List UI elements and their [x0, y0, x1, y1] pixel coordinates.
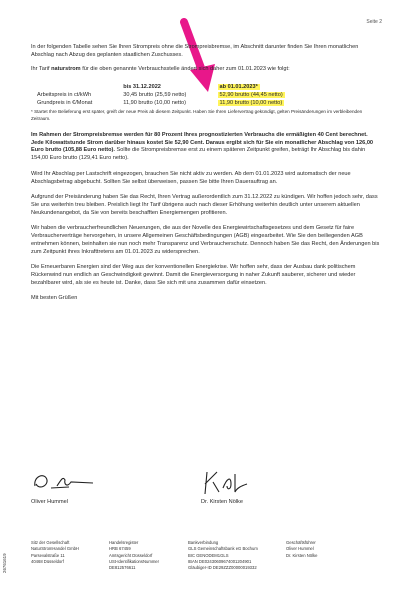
signature-hummel-icon: [31, 468, 101, 496]
table-row: [31, 92, 331, 100]
footer-line: IBAN DE02430609674001204901: [188, 558, 252, 564]
footer-line: 40468 Düsseldorf: [31, 558, 64, 564]
footer-col-bank: [188, 540, 258, 571]
price-table-header: [31, 84, 331, 92]
side-document-code: 26761619: [2, 553, 7, 573]
erneuerbare-paragraph: Die Erneuerbaren Energien sind der Weg aus der konventionellen Energiekrise. Wir hoffen sehr, dass der Ausbau dank politischem Rückenwind nun endlich an Geschwindigkeit gewinnt. Damit die Energieversorgung in naher Zukunft sauberer, sicherer und wieder bezahlbarer wird, als sie es heute ist. Danke, dass Sie sich mit uns zusammen dafür einsetzen.: [31, 264, 356, 286]
footer-line: HRB 67459: [109, 546, 131, 552]
bremse-bold-text: Im Rahmen der Strompreisbremse werden für 80 Prozent Ihres prognostizierten Verbrauchs die ermäßigten 40 Cent berechnet. Jede Kilowattstunde Strom darüber hinaus kostet Sie 52,90 Cent. Daraus ergibt sich für Sie ein monatlicher Abschlag von 126,00 Euro brutto (105,88 Euro netto).: [31, 131, 374, 154]
footer-line: Sitz der Gesellschaft: [31, 540, 70, 545]
footer-line: GLS Gemeinschaftsbank eG Bochum: [188, 546, 258, 552]
bremse-text: Sollte die Strompreisbremse erst zu einem späteren Zeitpunkt greifen, beträgt Ihr Abschlag bis dahin 154,00 Euro brutto (129,41 Euro netto).: [31, 147, 366, 162]
tarif-suffix: für die oben genannte Verbrauchsstelle ändert sich daher zum 01.01.2023 wie folgt:: [82, 66, 290, 73]
new-price: 11,90 brutto (10,00 netto): [219, 99, 283, 106]
footer-line: Parsevalstraße 11: [31, 552, 65, 558]
table-row: [31, 100, 331, 108]
footer-line: DE812576611: [109, 565, 136, 571]
header-old: bis 31.12.2022: [123, 84, 161, 91]
lastschrift-paragraph: Wird Ihr Abschlag per Lastschrift eingezogen, brauchen Sie nicht aktiv zu werden. Ab dem 01.01.2023 wird automatisch der neue Abschlagsbetrag abgebucht. Sollten Sie selbst überweisen, passen Sie bitte Ihren Dauerauftrag an.: [31, 170, 351, 185]
footer-line: Amtsgericht Düsseldorf: [109, 552, 153, 558]
footer-col-seat: [31, 540, 79, 565]
agb-paragraph: Wir haben die verbraucherfreundlichen Neuerungen, die aus der Novelle des Energiewirtschaftsgesetzes und dem Gesetz für faire Verbraucherverträge hervorgehen, in unsere Allgemeinen Geschäftsbedingungen (AGB) eingearbeitet. Wie Sie den beiliegenden AGB entnehmen können, beinhalten sie nun noch mehr Transparenz und Verbraucherschutz. Dennoch haben Sie das Recht, den Änderungen bis zum Zeitpunkt ihres Inkrafttretens am 01.01.2023 zu widersprechen.: [31, 225, 380, 255]
row-label: Grundpreis in €/Monat: [37, 99, 93, 106]
footer-line: BIC GENODEM1GLS: [188, 552, 229, 558]
footnote: * Startet Ihre Belieferung erst später, greift der neue Preis ab diesem Zeitpunkt. Haben Sie Ihren Liefervertrag gekündigt, gelten Preisänderungen im verbleibenden Zeitraum.: [31, 109, 363, 121]
price-table: [31, 84, 331, 107]
signer-name-1: Oliver Hummel: [31, 499, 68, 505]
footer-line: Handelsregister: [109, 540, 139, 545]
footer-line: Bankverbindung: [188, 540, 219, 545]
header-empty: [31, 84, 123, 92]
signature-noelke-icon: [201, 468, 261, 498]
row-label: Arbeitspreis in ct/kWh: [37, 91, 92, 98]
strompreisbremse-paragraph: [31, 132, 381, 163]
page-number: Seite 2: [366, 19, 382, 25]
greeting: Mit besten Grüßen: [31, 295, 78, 302]
signer-name-2: Dr. Kirsten Nölke: [201, 499, 243, 505]
tarif-name: naturstrom: [51, 66, 81, 73]
footer-col-register: [109, 540, 159, 571]
signature-block: [31, 468, 381, 512]
footer-line: Oliver Hummel: [286, 546, 314, 552]
tarif-line: [31, 66, 381, 74]
old-price: 11,90 brutto (10,00 netto): [123, 99, 186, 106]
kuendigung-paragraph: Aufgrund der Preisänderung haben Sie das Recht, Ihren Vertrag außerordentlich zum 31.12.2022 zu kündigen. Wir hoffen jedoch sehr, dass Sie uns weiterhin treu bleiben. Preislich liegt Ihr Tarif übrigens auch nach dieser Erhöhung weiterhin deutlich unter unserem aktuellen Neukundenangebot, da Sie von bereits beschafften Energiemengen profitieren.: [31, 194, 378, 216]
footer-line: USt-IdentifikationsNummer: [109, 558, 160, 564]
tarif-prefix: Ihr Tarif: [31, 66, 50, 73]
footer-col-management: [286, 540, 317, 559]
footer-line: Geschäftsführer: [286, 540, 316, 545]
old-price: 30,45 brutto (25,59 netto): [123, 91, 187, 98]
new-price: 52,90 brutto (44,45 netto): [219, 91, 283, 98]
footer-line: Dr. Kirsten Nölke: [286, 552, 318, 558]
footer-line: NaturStromHandel GmbH: [31, 546, 79, 552]
letter-body: [31, 44, 381, 311]
footer-line: Gläubiger-ID DE29ZZZ00000019332: [188, 565, 257, 571]
intro-paragraph: In der folgenden Tabelle sehen Sie Ihren Strompreis ohne die Strompreisbremse, im Abschnitt darunter finden Sie Ihren monatlichen Abschlag nach Abzug des geplanten staatlichen Zuschusses.: [31, 44, 359, 58]
header-new: ab 01.01.2023*: [219, 84, 258, 91]
